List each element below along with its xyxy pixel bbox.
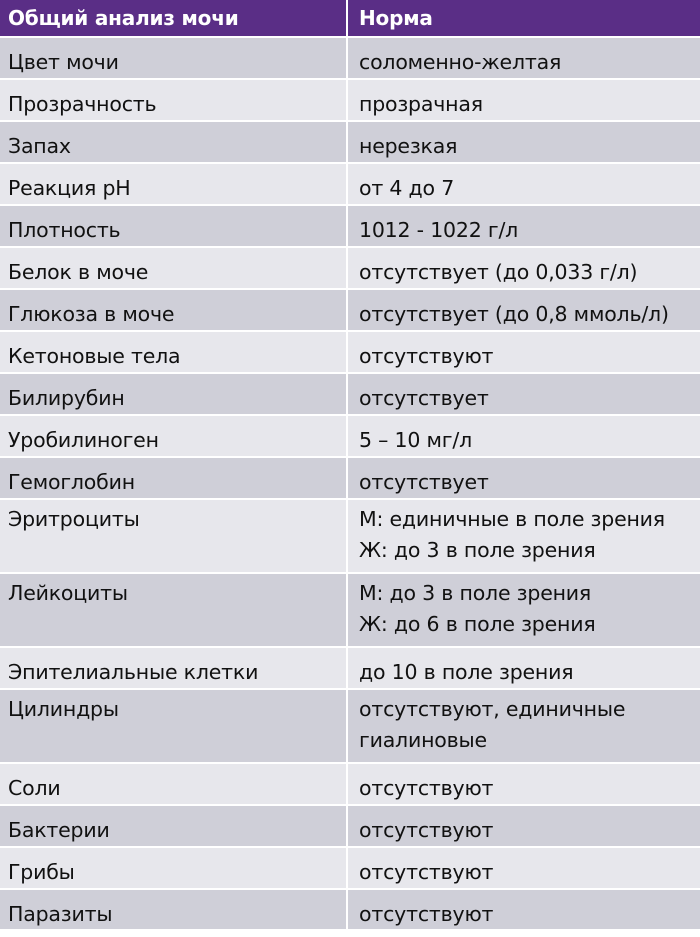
row-norm: 5 – 10 мг/л — [359, 428, 472, 452]
table-row — [0, 416, 700, 458]
table-row — [0, 164, 700, 206]
row-parameter: Реакция pH — [0, 164, 348, 204]
row-norm — [348, 574, 700, 646]
table-row — [0, 806, 700, 848]
row-parameter: Эпителиальные клетки — [0, 648, 348, 688]
table-row — [0, 290, 700, 332]
row-parameter: Прозрачность — [0, 80, 348, 120]
table-row — [0, 648, 700, 690]
row-norm: отсутствуют — [359, 344, 494, 368]
row-parameter: Плотность — [0, 206, 348, 246]
row-norm-line: Ж: до 3 в поле зрения — [359, 538, 596, 562]
row-norm: отсутствует — [359, 386, 489, 410]
table-row — [0, 890, 700, 931]
row-norm: прозрачная — [359, 92, 483, 116]
row-parameter: Цвет мочи — [0, 38, 348, 78]
row-norm: до 10 в поле зрения — [359, 660, 574, 684]
row-norm: нерезкая — [359, 134, 458, 158]
row-parameter: Запах — [0, 122, 348, 162]
row-parameter: Соли — [0, 764, 348, 804]
row-parameter: Лейкоциты — [0, 574, 348, 646]
row-norm: отсутствуют — [359, 818, 494, 842]
row-parameter: Гемоглобин — [0, 458, 348, 498]
row-norm — [348, 690, 700, 762]
table-row — [0, 574, 700, 648]
row-norm-line: М: единичные в поле зрения — [359, 507, 665, 531]
table-row — [0, 38, 700, 80]
row-parameter: Цилиндры — [0, 690, 348, 762]
row-parameter: Эритроциты — [0, 500, 348, 572]
row-norm-line: гиалиновые — [359, 728, 487, 752]
row-parameter: Уробилиноген — [0, 416, 348, 456]
table-row — [0, 248, 700, 290]
table-row — [0, 332, 700, 374]
row-norm: соломенно-желтая — [359, 50, 562, 74]
row-parameter: Кетоновые тела — [0, 332, 348, 372]
table-row — [0, 848, 700, 890]
row-parameter: Грибы — [0, 848, 348, 888]
table-row — [0, 458, 700, 500]
row-norm: от 4 до 7 — [359, 176, 455, 200]
row-norm: отсутствует (до 0,8 ммоль/л) — [359, 302, 669, 326]
row-norm-line: отсутствуют, единичные — [359, 697, 626, 721]
table-row — [0, 374, 700, 416]
row-parameter: Глюкоза в моче — [0, 290, 348, 330]
row-parameter: Белок в моче — [0, 248, 348, 288]
row-parameter: Билирубин — [0, 374, 348, 414]
row-norm: отсутствуют — [359, 860, 494, 884]
row-parameter: Паразиты — [0, 890, 348, 929]
row-norm: 1012 - 1022 г/л — [359, 218, 519, 242]
row-norm: отсутствуют — [359, 776, 494, 800]
table-row — [0, 122, 700, 164]
table-row — [0, 80, 700, 122]
row-parameter: Бактерии — [0, 806, 348, 846]
row-norm: отсутствует (до 0,033 г/л) — [359, 260, 638, 284]
row-norm-line: Ж: до 6 в поле зрения — [359, 612, 596, 636]
table-row — [0, 206, 700, 248]
row-norm: отсутствует — [359, 470, 489, 494]
row-norm-line: М: до 3 в поле зрения — [359, 581, 592, 605]
header-analysis-name: Общий анализ мочи — [0, 0, 348, 36]
table-row — [0, 500, 700, 574]
row-norm — [348, 500, 700, 572]
header-norm: Норма — [359, 6, 433, 30]
table-row — [0, 764, 700, 806]
row-norm: отсутствуют — [359, 902, 494, 926]
table-row — [0, 690, 700, 764]
table-header-row — [0, 0, 700, 38]
